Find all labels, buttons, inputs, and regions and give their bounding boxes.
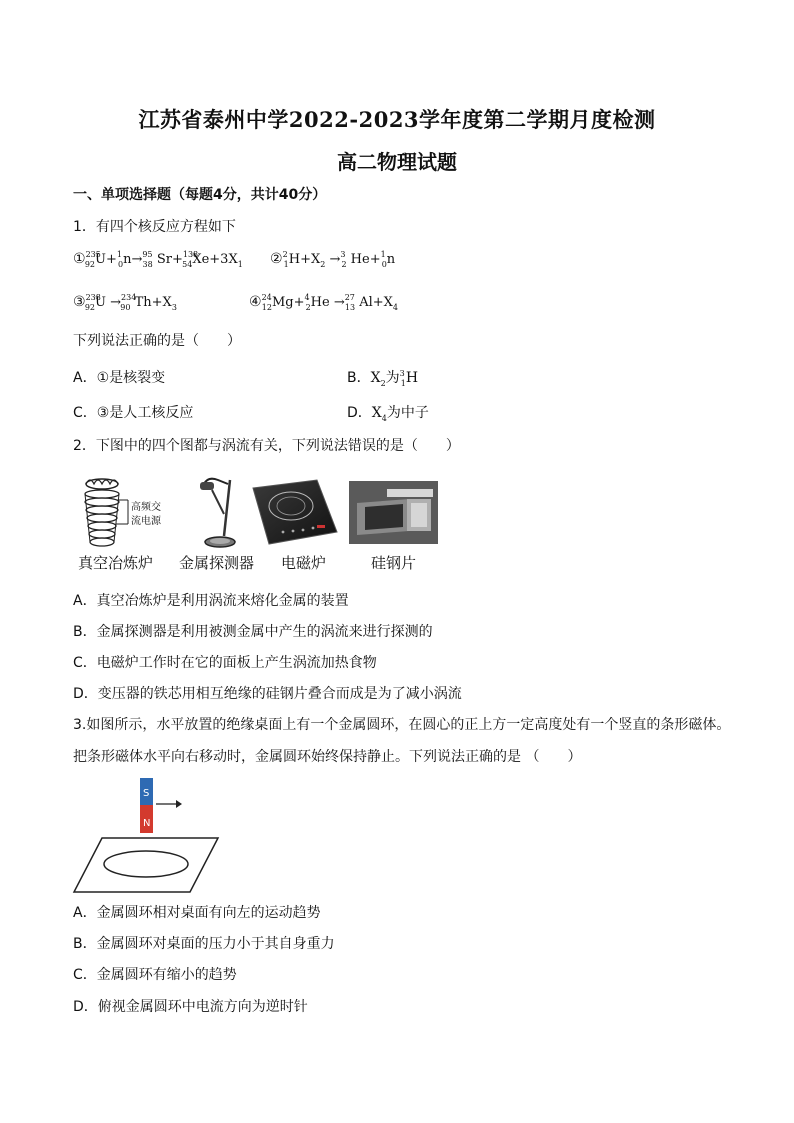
q3-stem-line2: 把条形磁体水平向右移动时，金属圆环始终保持静止。下列说法正确的是 （ ） [73, 749, 582, 765]
q3-option-a: A．金属圆环相对桌面有向左的运动趋势 [73, 905, 321, 921]
magnet-north-label: N [143, 818, 151, 829]
caption-silicon-steel: 硅钢片 [371, 554, 417, 572]
coil-power-label-line1: 高频交 [131, 502, 161, 513]
caption-vacuum-furnace: 真空冶炼炉 [78, 554, 154, 572]
silicon-steel-sheets-figure [349, 481, 438, 544]
q2-option-d: D．变压器的铁芯用相互绝缘的硅钢片叠合而成是为了减小涡流 [73, 686, 462, 702]
q1-option-a: A．①是核裂变 [73, 370, 166, 386]
q3-option-b: B．金属圆环对桌面的压力小于其自身重力 [73, 936, 335, 952]
induction-cooker-figure [247, 478, 339, 546]
vacuum-furnace-figure [76, 472, 172, 552]
q2-option-b: B．金属探测器是利用被测金属中产生的涡流来进行探测的 [73, 624, 433, 640]
metal-detector-figure [190, 474, 246, 552]
coil-power-label-line2: 流电源 [131, 516, 161, 527]
q1-equation-3: ③$^{238}_{92}$U →$^{234}_{90}$ $Th+X_3$ [73, 293, 177, 312]
q1-prompt: 下列说法正确的是（ ） [73, 333, 241, 349]
q1-stem: 1．有四个核反应方程如下 [73, 219, 236, 235]
q3-option-d: D．俯视金属圆环中电流方向为逆时针 [73, 999, 308, 1015]
q1-equation-2: $②^2_1H+X_2 \to^3_2$ He+$^1_0$n [270, 250, 396, 269]
q1-equation-4: ④$^{24}_{12}$Mg+$^4_2$He →$^{27}_{13}$ $Al+X_4$ [249, 293, 399, 312]
q1-equation-1: ①$^{235}_{92}$U+$^1_0$n→$^{95}_{38}$ $Sr+^{138}_{54}Xe+3X_1$ [73, 250, 243, 269]
page-title: 江苏省泰州中学2022-2023学年度第二学期月度检测 [138, 107, 656, 132]
magnet-south-label: S [143, 788, 150, 799]
q1-option-d: D．$X_4$为中子 [347, 405, 429, 423]
q1-option-b: B．$X_2$为$^3_1$H [347, 369, 419, 388]
page-subtitle: 高二物理试题 [337, 150, 457, 174]
magnet-ring-figure [72, 776, 222, 894]
q2-option-c: C．电磁炉工作时在它的面板上产生涡流加热食物 [73, 655, 377, 671]
q2-option-a: A．真空冶炼炉是利用涡流来熔化金属的装置 [73, 593, 349, 609]
section-heading: 一、单项选择题（每题4分，共计40分） [73, 187, 327, 203]
q1-option-c: C．③是人工核反应 [73, 405, 194, 421]
q3-stem-line1: 3.如图所示，水平放置的绝缘桌面上有一个金属圆环，在圆心的正上方一定高度处有一个竖直的条形磁体。 [73, 717, 731, 733]
q2-stem: 2．下图中的四个图都与涡流有关，下列说法错误的是（ ） [73, 438, 460, 454]
caption-metal-detector: 金属探测器 [179, 554, 255, 572]
q3-option-c: C．金属圆环有缩小的趋势 [73, 967, 237, 983]
caption-induction-cooker: 电磁炉 [281, 554, 327, 572]
